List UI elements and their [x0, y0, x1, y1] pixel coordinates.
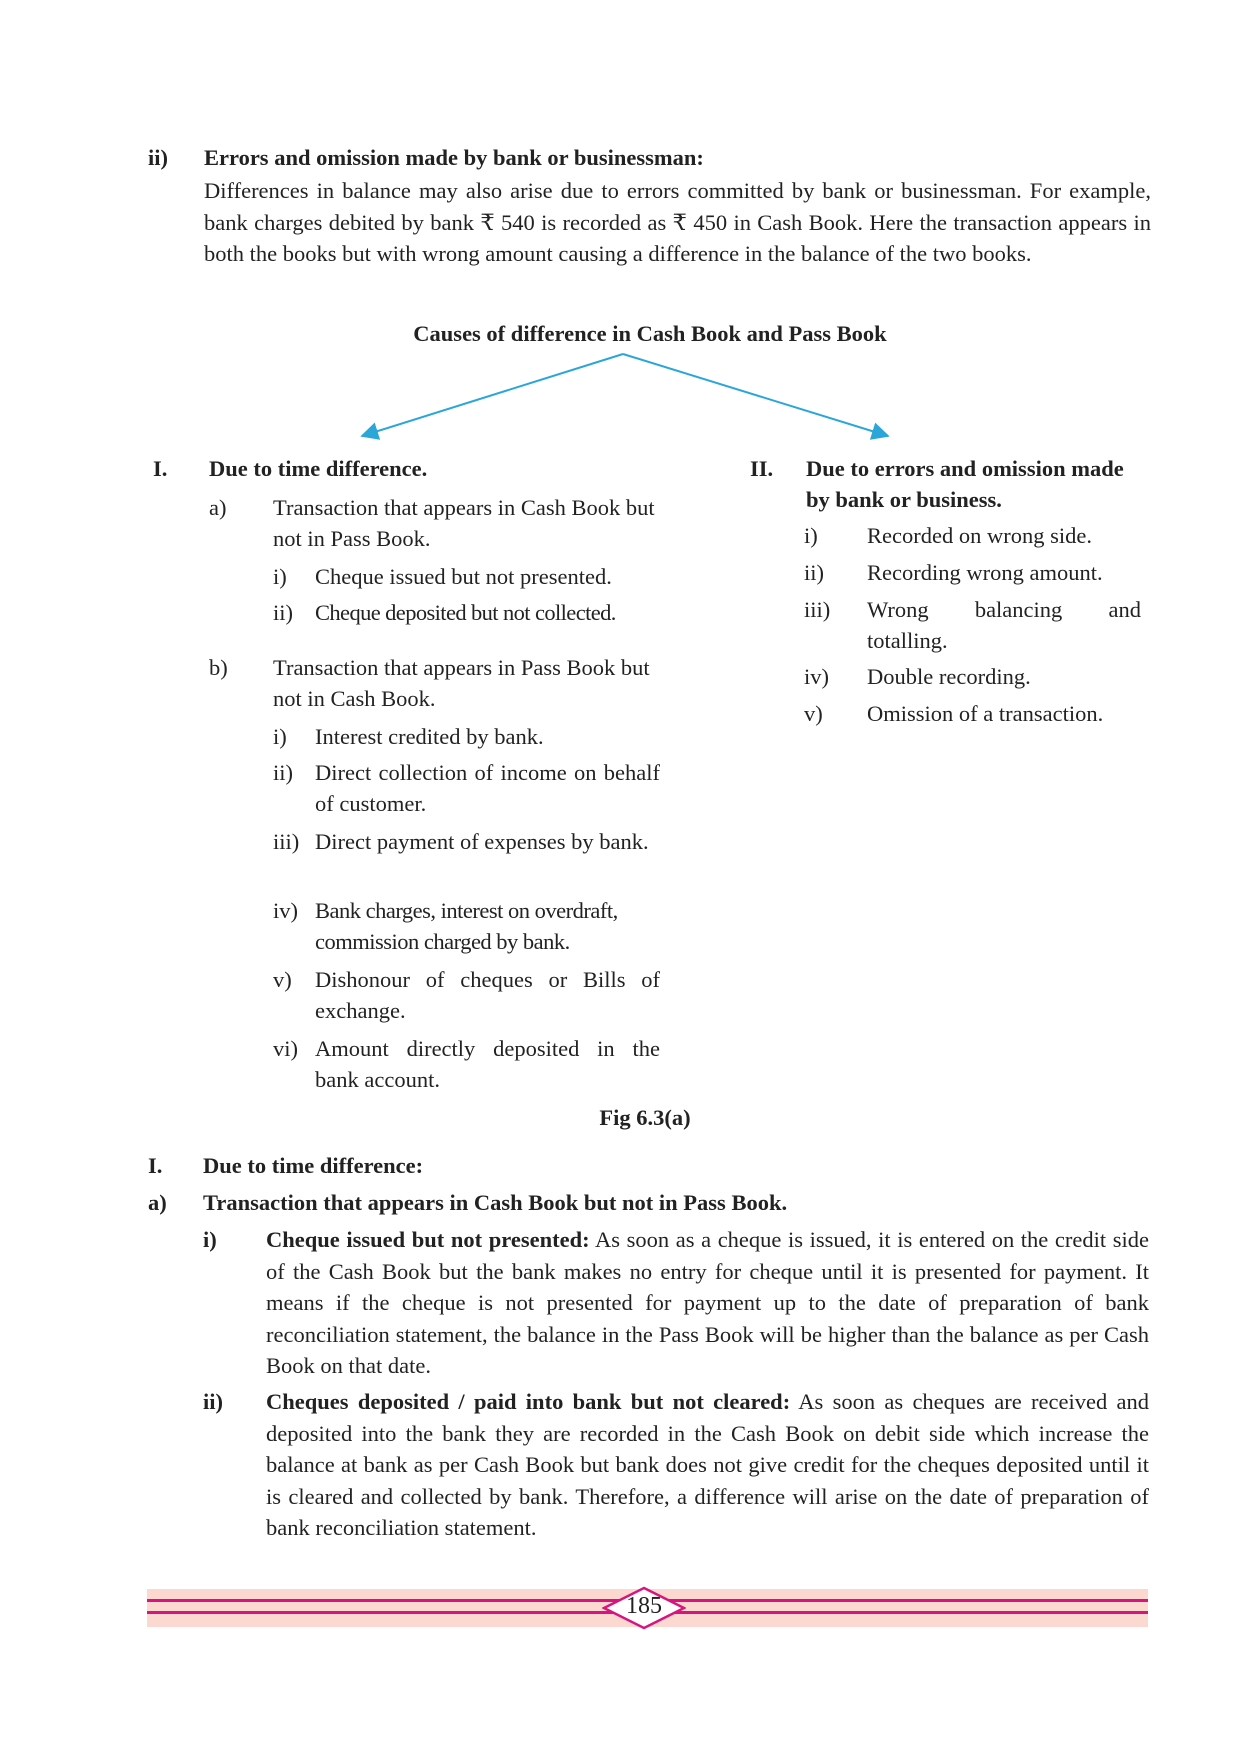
right-item-num: v) [804, 701, 823, 726]
section-I-item-text: As soon as cheques are received and deposited into the bank they are recorded in the Cash Book on debit side which increase the balance at bank as per Cash Book but bank does not give credit for the cheques deposited until it is cleared and collected by bank. Therefore, a difference will arise on the date of preparation of bank reconciliation statement. [266, 1389, 1149, 1540]
section-I-item-paragraph [266, 1386, 1149, 1544]
section-I-a-heading: Transaction that appears in Cash Book but not in Pass Book. [203, 1190, 788, 1215]
right-group-number: II. [750, 456, 774, 481]
left-a-item-num: ii) [273, 600, 293, 625]
left-b-item-num: iv) [273, 898, 298, 923]
left-b-item-num: i) [273, 724, 287, 749]
left-group-number: I. [153, 456, 168, 481]
section-I-a-number: a) [148, 1190, 167, 1215]
left-group-heading: Due to time difference. [209, 456, 428, 481]
left-b-item-text: Direct payment of expenses by bank. [315, 829, 649, 854]
page-number: 185 [626, 1593, 662, 1619]
right-item-num: iii) [804, 597, 831, 622]
right-item-text: Wrong balancing and totalling. [867, 597, 1141, 653]
left-b-text: Transaction that appears in Pass Book but not in Cash Book. [273, 655, 650, 711]
left-b-number: b) [209, 655, 228, 680]
left-b-item-num: iii) [273, 829, 300, 854]
section-I-item-lead: Cheques deposited / paid into bank but not cleared: [266, 1389, 791, 1414]
left-b-item-text: Amount directly deposited in the bank account. [315, 1036, 660, 1092]
left-a-number: a) [209, 495, 227, 520]
section-I-item-text: As soon as a cheque is issued, it is entered on the credit side of the Cash Book but the bank makes no entry for cheque until it is presented for payment. It means if the cheque is not presented for payment up to the date of preparation of bank reconciliation statement, the balance in the Pass Book will be higher than the balance as per Cash Book on that date. [266, 1227, 1149, 1378]
left-a-text: Transaction that appears in Cash Book but not in Pass Book. [273, 495, 655, 551]
arrow-right [623, 354, 888, 436]
figure-caption: Fig 6.3(a) [599, 1105, 691, 1130]
right-item-text: Recorded on wrong side. [867, 523, 1092, 548]
section-I-heading: Due to time difference: [203, 1153, 424, 1178]
right-item-text: Omission of a transaction. [867, 701, 1104, 726]
left-a-item-text: Cheque issued but not presented. [315, 564, 612, 589]
arrow-left [362, 354, 623, 436]
right-item-num: ii) [804, 560, 824, 585]
diagram-title: Causes of difference in Cash Book and Pass Book [413, 321, 887, 346]
left-b-item-text: Interest credited by bank. [315, 724, 544, 749]
right-item-text: Recording wrong amount. [867, 560, 1103, 585]
section-ii-number: ii) [148, 145, 168, 170]
left-a-item-num: i) [273, 564, 287, 589]
left-b-item-text: Dishonour of cheques or Bills of exchange. [315, 967, 660, 1023]
section-ii-paragraph: Differences in balance may also arise due to errors committed by bank or businessman. For example, bank charges debited by bank ₹ 540 is recorded as ₹ 450 in Cash Book. Here the transaction appears in both the books but with wrong amount causing a difference in the balance of the two books. [204, 178, 1151, 266]
section-I-item-paragraph [266, 1224, 1149, 1382]
section-I-item-lead: Cheque issued but not presented: [266, 1227, 590, 1252]
left-b-item-text: Direct collection of income on behalf of customer. [315, 760, 660, 816]
left-b-item-num: ii) [273, 760, 293, 785]
right-item-num: iv) [804, 664, 829, 689]
left-b-item-text: Bank charges, interest on overdraft, commission charged by bank. [315, 898, 618, 954]
left-b-item-num: v) [273, 967, 292, 992]
right-item-num: i) [804, 523, 818, 548]
section-I-item-number: ii) [203, 1389, 223, 1414]
section-ii-heading: Errors and omission made by bank or businessman: [204, 145, 704, 170]
right-item-text: Double recording. [867, 664, 1031, 689]
right-group-heading: Due to errors and omission made by bank or business. [806, 456, 1124, 512]
left-a-item-text: Cheque deposited but not collected. [315, 600, 616, 625]
section-I-item-number: i) [203, 1227, 217, 1252]
section-I-number: I. [148, 1153, 163, 1178]
left-b-item-num: vi) [273, 1036, 298, 1061]
diagram-arrows [0, 0, 1241, 460]
